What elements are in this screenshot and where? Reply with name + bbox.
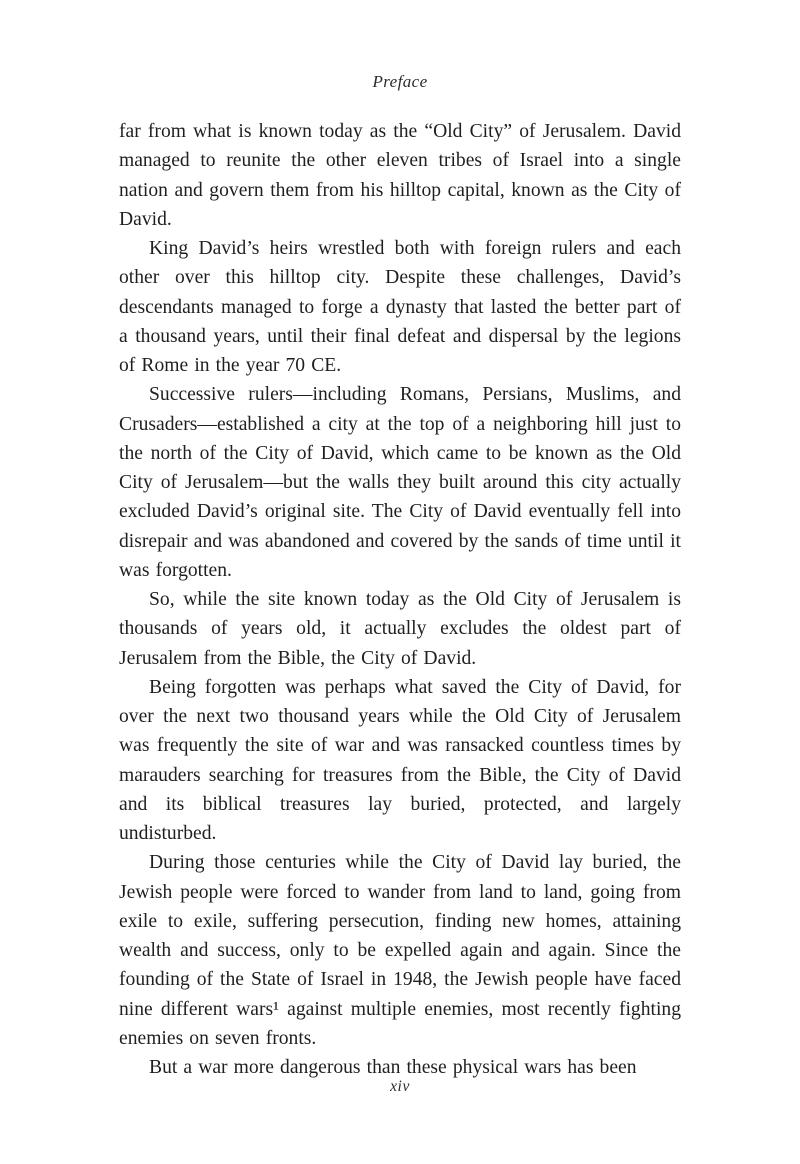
paragraph: King David’s heirs wrestled both with foreign rulers and each other over this hilltop city. Despite these challenges, David’s descendants managed to forge a dynasty that lasted the better part of a thousand years, until their final defeat and dispersal by the legions of Rome in the year 70 CE.: [119, 238, 681, 376]
paragraph: But a war more dangerous than these physical wars has been: [149, 1057, 637, 1078]
paragraph: Being forgotten was perhaps what saved the City of David, for over the next two thousand years while the Old City of Jerusalem was frequently the site of war and was ransacked countless times by marauders searching for treasures from the Bible, the City of David and its biblical treasures lay buried, protected, and largely undisturbed.: [119, 676, 681, 844]
paragraph: far from what is known today as the “Old City” of Jerusalem. David managed to reunite the other eleven tribes of Israel into a single nation and govern them from his hilltop capital, known as the City of David.: [119, 121, 681, 230]
body-text-block: [119, 117, 681, 1082]
paragraph: During those centuries while the City of David lay buried, the Jewish people were forced to wander from land to land, going from exile to exile, suffering persecution, finding new homes, attaining wealth and success, only to be expelled again and again. Since the founding of the State of Israel in 1948, the Jewish people have faced nine different wars¹ against multiple enemies, most recently fighting enemies on seven fronts.: [119, 852, 681, 1049]
running-head: Preface: [372, 72, 428, 91]
paragraph: Successive rulers—including Romans, Persians, Muslims, and Crusaders—established a city at the top of a neighboring hill just to the north of the City of David, which came to be known as the Old City of Jerusalem—but the walls they built around this city actually excluded David’s original site. The City of David eventually fell into disrepair and was abandoned and covered by the sands of time until it was forgotten.: [119, 384, 681, 581]
page-number: xiv: [390, 1078, 410, 1095]
paragraph: So, while the site known today as the Old City of Jerusalem is thousands of years old, it actually excludes the oldest part of Jerusalem from the Bible, the City of David.: [119, 589, 681, 669]
